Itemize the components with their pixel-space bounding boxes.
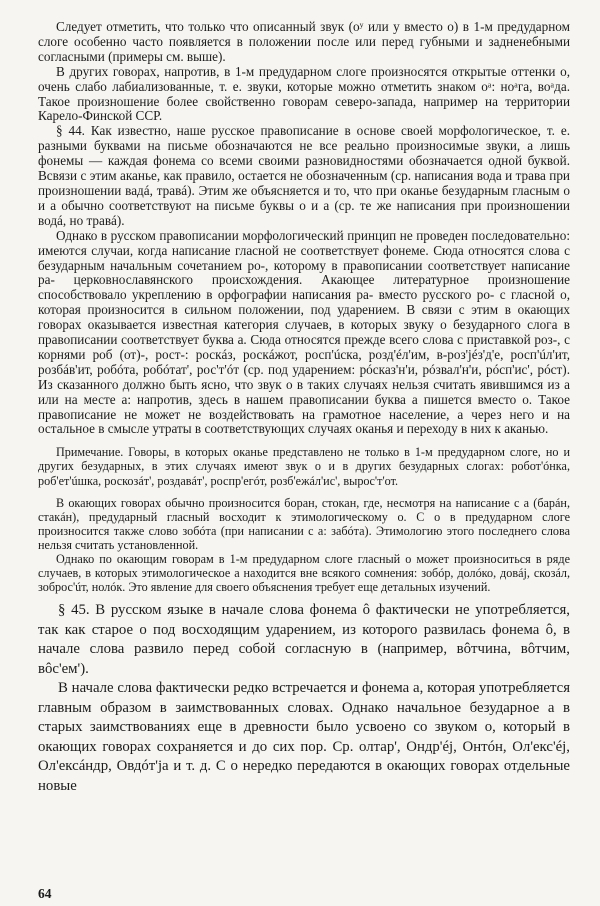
note-paragraph-2: В окающих говорах обычно произносится боран, стокан, где, несмотря на написание с а (барáн, стакáн), предударный гласный восходит к этимологическому о. С о в предударном слоге произносится также слово зобóта (при написании с а: забóта). Этимологию этого последнего слова нельзя считать установленной. bbox=[38, 495, 570, 552]
paragraph-section-44: § 44. Как известно, наше русское правописание в основе своей морфологическое, т. е. разными буквами на письме обозначаются не все реально произносимые звуки, а лишь фонемы — каждая фонема со всеми своими разновидностями обозначается одной буквой. Вcвязи с этим аканье, как правило, остается не обозначенным (ср. написания вода и трава при произношении вадá, травá). Этим же объясняется и то, что при оканье безударным гласным о и а обычно соответствуют на письме буквы о и а (ср. те же написания при произношении водá, но травá). bbox=[38, 123, 570, 228]
note-paragraph-3: Однако по окающим говорам в 1-м предударном слоге гласный о может произноситься в ряде случаев, в которых этимологическое а находится вне всякого сомнения: зобóр, долóко, довáj, скозáл, зоброс'úт, нолóк. Это явление для своего объяснения требует еще детальных изучений. bbox=[38, 552, 570, 595]
paragraph-4: Однако в русском правописании морфологический принцип не проведен последовательно: имеются случаи, когда написание гласной не соответствует фонеме. Сюда относятся слова с безударным начальным сочетанием ро-, которому в правописании соответствует написание ра- церковнославянского происхождения. Акающее литературное произношение способствовало укреплению в орфографии написания ра- вместо русского ро- с гласной о, которая произносится в сильном положении, под ударением. В связи с этим в окающих говорах оказывается известная категория случаев, в которых звуку о безударного слога в правописании соответствует буква а. Сюда относятся прежде всего слова с приставкой роз-, с корнями роб (от)-, рост-: роскáз, роскáжот, росп'úска, розд'éл'им, в-роз'jéз'д'е, росп'úл'ит, розбáв'ит, робóта, робóтат', рос'т'óт (ср. под ударением: рóсказ'н'и, рóзвал'н'и, рóсп'ис', рóст). Из сказанного должно быть ясно, что звук о в таких случаях нельзя считать явившимся из а или на месте а: напротив, здесь в нашем правописании буква а пишется вместо о. Такое правописание не может не воздействовать на грамотное население, а через него и на остальное в смысле утраты в соответствующих случаях оканья и переходу в них к аканью. bbox=[38, 227, 570, 437]
note-paragraph-1: Примечание. Говоры, в которых оканье представлено не только в 1-м предударном слоге, но и других безударных, в этих случаях имеют звук о и в других безударных слогах: робот'óнка, роб'ет'úшка, роскозáт', роздавáт', роспр'егóт, розб'ежáл'ис', выроc'т'от. bbox=[38, 445, 570, 488]
page-number: 64 bbox=[38, 886, 52, 901]
paragraph-2: В других говорах, напротив, в 1-м предударном слоге произносятся открытые оттенки о, очень слабо лабиализованные, т. е. звуки, которые можно отметить знаком оᵃ: ноᵃга, воᵃда. Такое произношение более свойственно говорам северо-запада, например на территории Карело-Финской ССР. bbox=[38, 63, 570, 124]
paragraph-6: В начале слова фактически редко встречается и фонема а, которая употребляется главным образом в заимствованных словах. Однако начальное безударное а в старых заимствованиях еще в древности было усвоено со звуком о, который в окающих говорах сохраняется и до сих пор. Ср. олтар', Ондр'éj, Онтóн, Ол'екс'éj, Ол'ексáндр, Овдóт'jа и т. д. С о нередко передаются в окающих говорах отдельные новые bbox=[38, 680, 570, 794]
paragraph-1: Следует отметить, что только что описанный звук (оʸ или у вместо о) в 1-м предударном слоге особенно часто появляется в положении после или перед губными и задненебными согласными (примеры см. выше). bbox=[38, 19, 570, 64]
paragraph-section-45: § 45. В русском языке в начале слова фонема ô фактически не употребляется, так как старое о под восходящим ударением, из которого развилась фонема ô, в начале слова развило перед собой согласную в (например, вôтчина, вôтчим, вôс'ем'). bbox=[38, 602, 570, 677]
